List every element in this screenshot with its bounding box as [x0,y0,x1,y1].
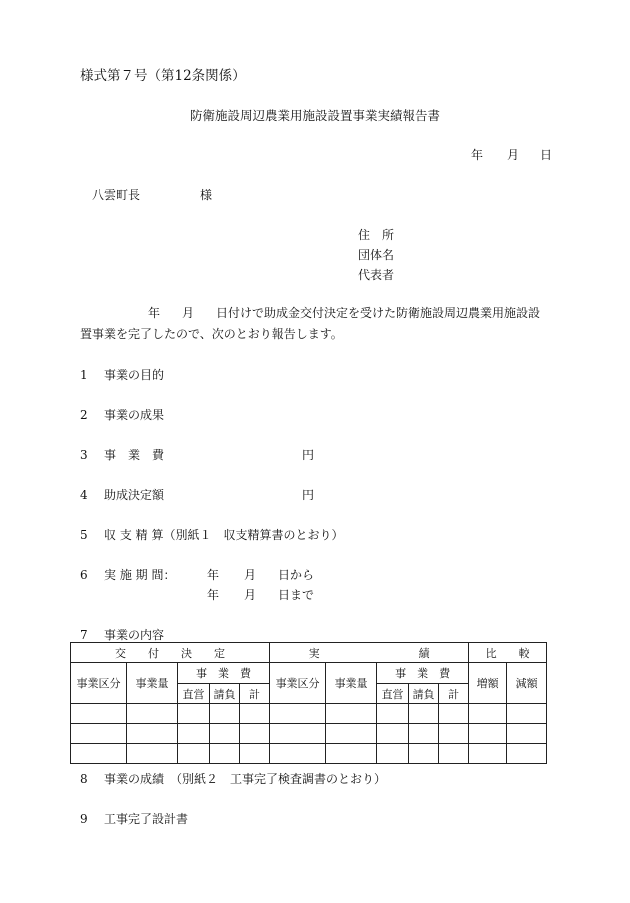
header-contract: 請負 [210,684,240,704]
form-number-label: 様式第７号（第12条関係） [80,68,246,84]
period-start: 年 月 日から [207,568,315,582]
table-row [71,704,547,724]
header-quantity: 事業量 [326,663,377,704]
addressee-name: 八雲町長 [92,188,141,202]
table-cell [240,704,270,724]
table-cell [127,744,178,764]
header-total: 計 [439,684,469,704]
table-cell [127,704,178,724]
table-cell [326,704,377,724]
table-cell [377,744,409,764]
header-cost: 事 業 費 [178,663,270,684]
table-cell [270,744,326,764]
project-content-table [70,642,547,764]
item-settlement: 5 収 支 精 算（別紙１ 収支精算書のとおり） [80,528,344,542]
table-cell [210,724,240,744]
report-body-text [80,303,552,345]
item-performance: 8 事業の成績 （別紙２ 工事完了検査調書のとおり） [80,772,387,786]
table-cell [178,744,210,764]
table-cell [210,744,240,764]
table-row [71,744,547,764]
header-quantity: 事業量 [127,663,178,704]
table-cell [270,724,326,744]
table-cell [409,704,439,724]
table-cell [270,704,326,724]
table-cell [469,744,507,764]
addressee-honorific: 様 [200,188,213,202]
sender-organization-label: 団体名 [358,248,395,262]
table-body [71,704,547,764]
table-cell [178,724,210,744]
header-comparison: 比 較 [469,643,547,663]
body-month: 月 [182,306,195,320]
table-cell [71,724,127,744]
item-content: 7 事業の内容 [80,628,165,642]
item-project-cost: 3 事 業 費 円 [80,448,315,462]
table-cell [178,704,210,724]
table-cell [469,704,507,724]
header-increase: 増額 [469,663,507,704]
header-category: 事業区分 [270,663,326,704]
item-design-document: 9 工事完了設計書 [80,812,189,826]
item-purpose: 1 事業の目的 [80,368,165,382]
table-cell [439,704,469,724]
table-cell [240,724,270,744]
sender-address-label: 住 所 [358,228,395,242]
table-cell [507,704,547,724]
body-year: 年 [148,306,161,320]
table-cell [469,724,507,744]
table-cell [326,724,377,744]
table-cell [409,724,439,744]
header-cost: 事 業 費 [377,663,469,684]
table-cell [377,724,409,744]
date-year-label: 年 [471,148,484,162]
table-cell [507,744,547,764]
item-period: 6 実 施 期 間： [80,568,176,582]
table-cell [439,744,469,764]
header-direct: 直営 [178,684,210,704]
body-sentence: 日付けで助成金交付決定を受けた防衛施設周辺農業用施設設置事業を完了したので、次のとおり報告します。 [80,306,541,341]
date-day-label: 日 [540,148,553,162]
table-cell [71,744,127,764]
header-total: 計 [240,684,270,704]
sender-representative-label: 代表者 [358,268,395,282]
header-contract: 請負 [409,684,439,704]
table-cell [409,744,439,764]
table-cell [377,704,409,724]
date-month-label: 月 [507,148,520,162]
table-cell [127,724,178,744]
header-category: 事業区分 [71,663,127,704]
addressee [92,186,212,203]
item-grant-amount: 4 助成決定額 円 [80,488,315,502]
table-cell [210,704,240,724]
item-results: 2 事業の成果 [80,408,165,422]
table-cell [507,724,547,744]
period-end: 年 月 日まで [207,588,315,602]
header-direct: 直営 [377,684,409,704]
header-decrease: 減額 [507,663,547,704]
header-grant-decision: 交 付 決 定 [71,643,270,663]
table-cell [439,724,469,744]
table-row [71,724,547,744]
yen-unit: 円 [302,448,315,462]
yen-unit: 円 [302,488,315,502]
header-actual: 実 績 [270,643,469,663]
document-title: 防衛施設周辺農業用施設設置事業実績報告書 [189,108,440,123]
table-cell [71,704,127,724]
table-cell [240,744,270,764]
table-cell [326,744,377,764]
